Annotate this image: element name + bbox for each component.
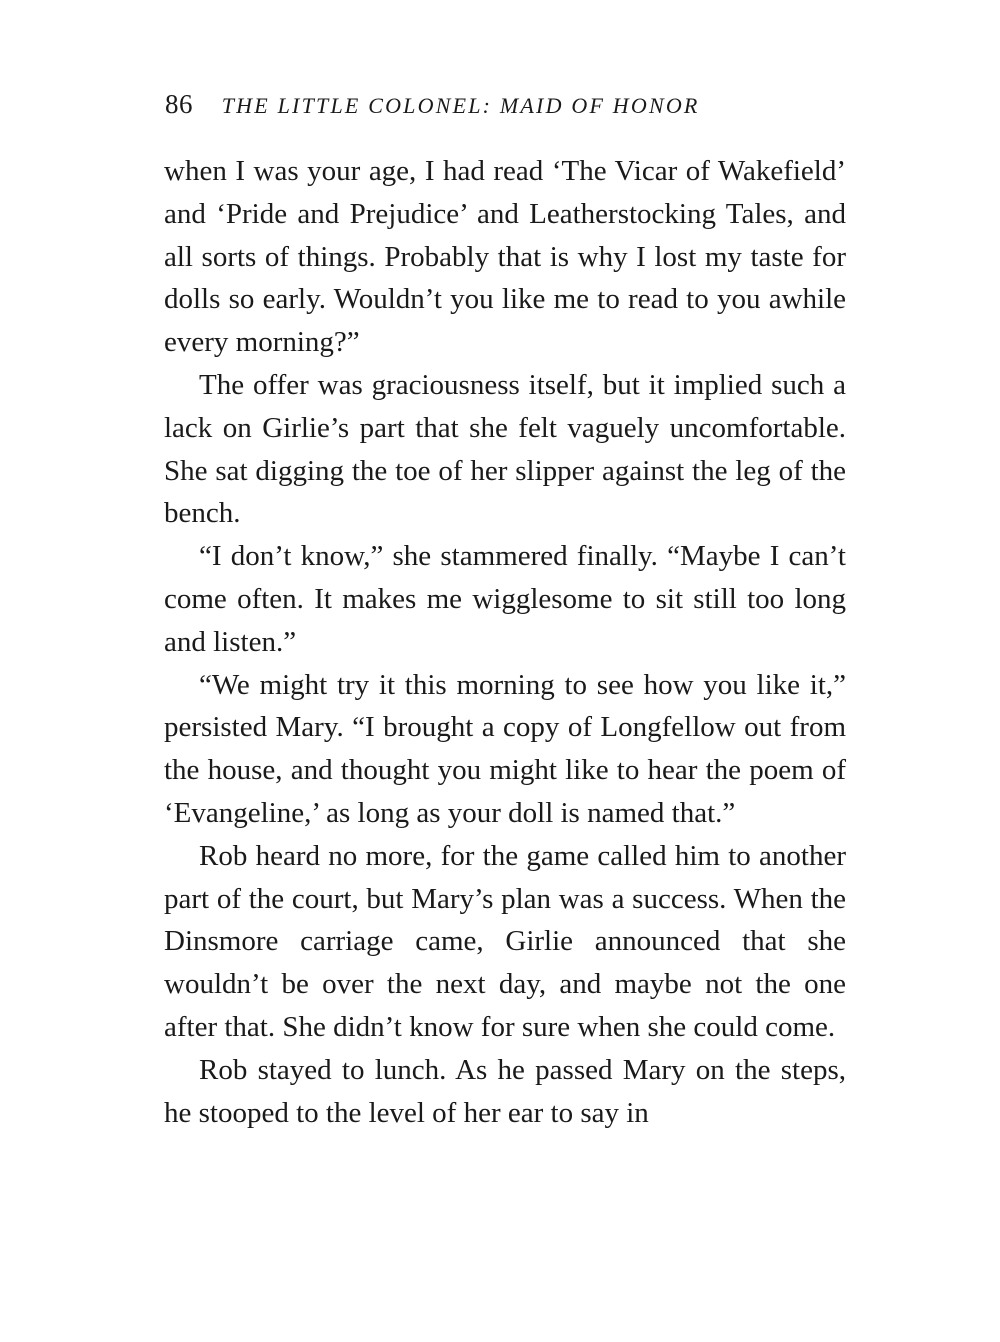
- paragraph-continued: when I was your age, I had read ‘The Vicar of Wakefield’ and ‘Pride and Prejudice’ and Leatherstocking Tales, and all sorts of things. Probably that is why I lost my taste for dolls so early. Wouldn’t you like me to read to you awhile every morning?”: [164, 155, 846, 359]
- body-text: [164, 150, 846, 1134]
- paragraph: Rob heard no more, for the game called him to another part of the court, but Mary’s plan was a success. When the Dinsmore carriage came, Girlie announced that she wouldn’t be over the next day, and maybe not the one after that. She didn’t know for sure when she could come.: [164, 839, 846, 1043]
- paragraph: Rob stayed to lunch. As he passed Mary on the steps, he stooped to the level of her ear to say in: [164, 1053, 846, 1129]
- page-number: 86: [165, 89, 193, 119]
- running-title: THE LITTLE COLONEL: MAID OF HONOR: [221, 93, 700, 118]
- running-head: [165, 86, 865, 122]
- paragraph: “I don’t know,” she stammered finally. “Maybe I can’t come often. It makes me wigglesome to sit still too long and listen.”: [164, 540, 846, 658]
- paragraph: The offer was graciousness itself, but it implied such a lack on Girlie’s part that she felt vaguely uncomfortable. She sat digging the toe of her slipper against the leg of the bench.: [164, 368, 846, 530]
- paragraph: “We might try it this morning to see how you like it,” persisted Mary. “I brought a copy of Longfellow out from the house, and thought you might like to hear the poem of ‘Evangeline,’ as long as your doll is named that.”: [164, 668, 846, 829]
